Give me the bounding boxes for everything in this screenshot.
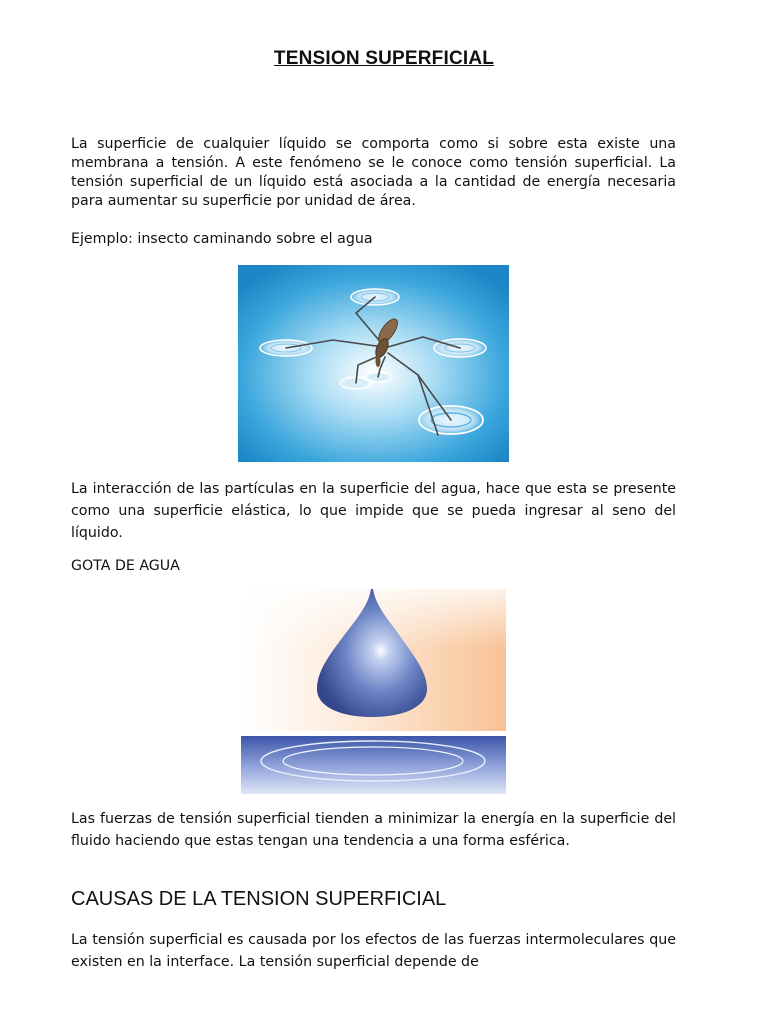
- interaction-paragraph: La interacción de las partículas en la superficie del agua, hace que esta se presente como una superficie elástica, lo que impide que se pueda ingresar al seno del líquido.: [71, 481, 676, 541]
- section-heading: CAUSAS DE LA TENSION SUPERFICIAL: [71, 888, 447, 910]
- example-label: Ejemplo: insecto caminando sobre el agua: [71, 231, 373, 247]
- document-title: TENSION SUPERFICIAL: [273, 48, 495, 69]
- forces-paragraph: Las fuerzas de tensión superficial tienden a minimizar la energía en la superficie del fluido haciendo que estas tengan una tendencia a una forma esférica.: [71, 811, 676, 849]
- drop-label: GOTA DE AGUA: [71, 558, 180, 574]
- water-drop-illustration-icon: [241, 589, 506, 794]
- intro-paragraph: La superficie de cualquier líquido se comporta como si sobre esta existe una membrana a tensión. A este fenómeno se le conoce como tensión superficial. La tensión superficial de un líquido está asociada a la cantidad de energía necesaria para aumentar su superficie por unidad de área.: [71, 136, 676, 209]
- causes-paragraph: La tensión superficial es causada por los efectos de las fuerzas intermoleculares que existen en la interface. La tensión superficial depende de: [71, 932, 676, 970]
- water-strider-illustration-icon: [238, 265, 509, 462]
